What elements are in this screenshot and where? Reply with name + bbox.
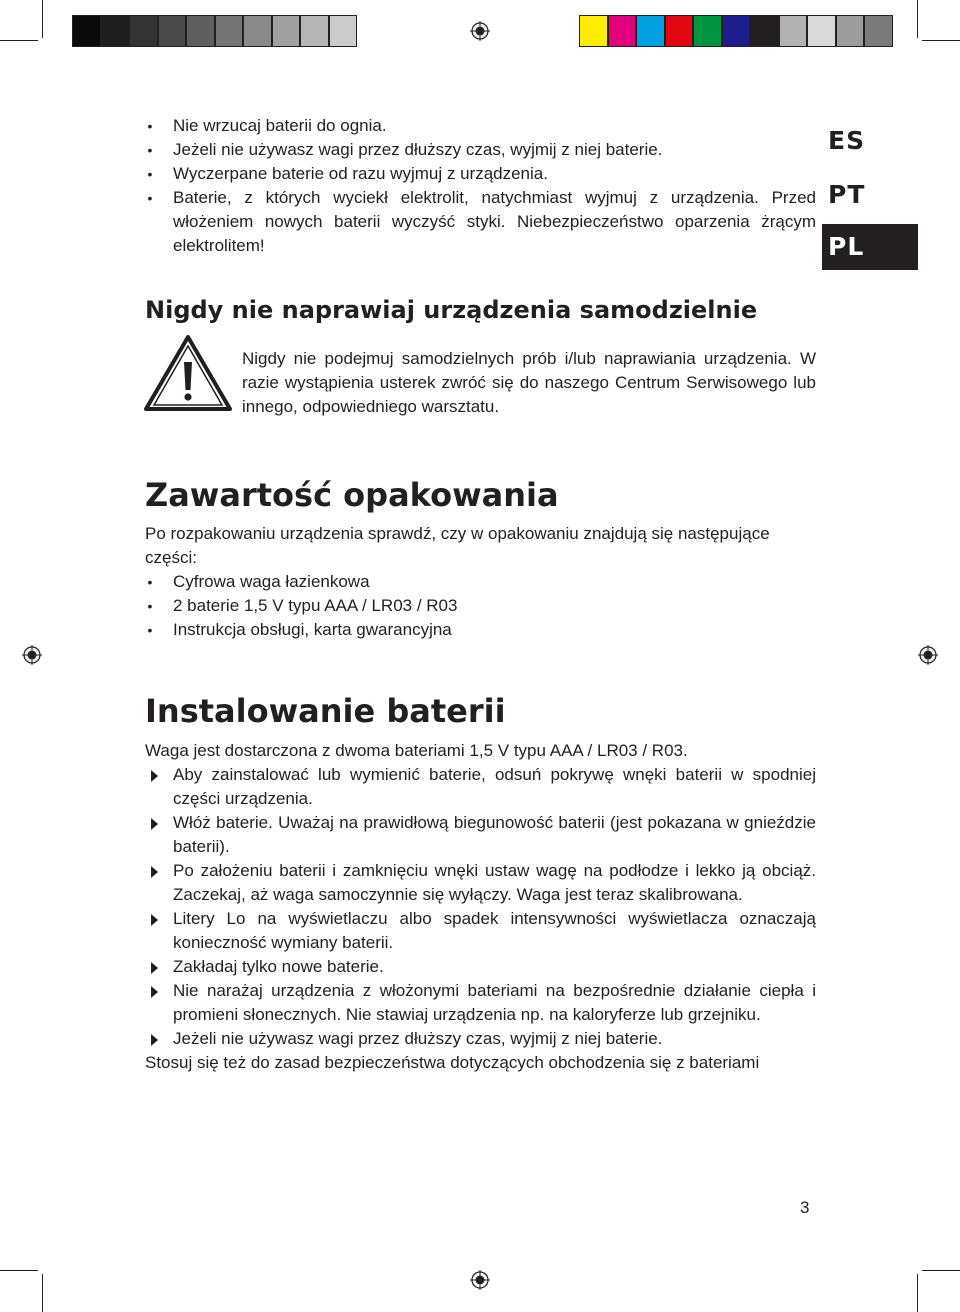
color-swatch [779,15,808,47]
list-item: Po założeniu baterii i zamknięciu wnęki ustaw wagę na podłodze i lekko ją obciąż. Zaczekaj, aż waga samoczynnie się wyłączy. Waga jest teraz skalibrowana. [145,859,816,907]
grayscale-color-bar [72,15,357,47]
color-swatch [129,15,158,47]
list-item: • 2 baterie 1,5 V typu AAA / LR03 / R03 [147,596,458,615]
color-swatch [722,15,751,47]
color-swatch [300,15,329,47]
color-swatch [693,15,722,47]
contents-intro: Po rozpakowaniu urządzenia sprawdź, czy w opakowaniu znajdują się następujące części: [145,524,770,567]
registration-mark-bottom-icon [470,1270,490,1290]
process-color-bar [579,15,893,47]
crop-mark-top-right-h [922,40,960,41]
color-swatch [864,15,893,47]
contents-section [145,522,816,642]
crop-mark-bottom-right [917,1274,918,1312]
list-item: • Instrukcja obsługi, karta gwarancyjna [147,620,452,639]
install-intro: Waga jest dostarczona z dwoma bateriami 1,5 V typu AAA / LR03 / R03. [145,741,688,760]
color-swatch [665,15,694,47]
color-swatch [186,15,215,47]
list-item: • Baterie, z których wyciekł elektrolit, natychmiast wyjmuj z urządzenia. Przed włożeniem nowych baterii wyczyść styki. Niebezpieczeństwo oparzenia żrącym elektrolitem! [147,188,816,255]
color-swatch [101,15,130,47]
language-tab-es: ES [828,126,866,155]
color-swatch [608,15,637,47]
page-number: 3 [800,1198,810,1217]
list-item: • Nie wrzucaj baterii do ognia. [147,116,387,135]
crop-mark-bottom-left [42,1274,43,1312]
crop-mark-bottom-right-h [922,1270,960,1271]
list-item: Aby zainstalować lub wymienić baterie, odsuń pokrywę wnęki baterii w spodniej części urządzenia. [145,763,816,811]
list-item: • Jeżeli nie używasz wagi przez dłuższy czas, wyjmij z niej baterie. [147,140,663,159]
language-tab-pt: PT [828,180,866,209]
warning-triangle-icon [143,334,233,412]
list-item: Litery Lo na wyświetlaczu albo spadek intensywności wyświetlacza oznaczają konieczność wymiany baterii. [145,907,816,955]
color-swatch [72,15,101,47]
list-item: Nie narażaj urządzenia z włożonymi bateriami na bezpośrednie działanie ciepła i promieni słonecznych. Nie stawiaj urządzenia np. na kaloryferze lub grzejniku. [145,979,816,1027]
color-swatch [243,15,272,47]
color-swatch [807,15,836,47]
list-item: Zakładaj tylko nowe baterie. [145,955,816,979]
repair-text: Nigdy nie podejmuj samodzielnych prób i/lub naprawiania urządzenia. W razie wystąpienia usterek zwróć się do naszego Centrum Serwisowego lub innego, odpowiedniego warsztatu. [242,349,816,416]
color-swatch [215,15,244,47]
crop-mark-top-left [42,0,43,38]
battery-safety-list [145,114,816,258]
list-item: • Cyfrowa waga łazienkowa [147,572,370,591]
install-heading: Instalowanie baterii [145,692,506,730]
color-swatch [329,15,358,47]
list-item: Jeżeli nie używasz wagi przez dłuższy czas, wyjmij z niej baterie. [145,1027,816,1051]
list-item: Włóż baterie. Uważaj na prawidłową biegunowość baterii (jest pokazana w gnieździe baterii). [145,811,816,859]
contents-heading: Zawartość opakowania [145,476,559,514]
repair-heading: Nigdy nie naprawiaj urządzenia samodzielnie [145,296,758,324]
registration-mark-left-icon [22,645,42,665]
crop-mark-top-left-h [0,40,38,41]
install-outro: Stosuj się też do zasad bezpieczeństwa dotyczących obchodzenia się z bateriami [145,1053,760,1072]
install-section [145,739,816,1075]
language-tab-pl: PL [822,224,918,270]
color-swatch [636,15,665,47]
crop-mark-bottom-left-h [0,1270,38,1271]
list-item: • Wyczerpane baterie od razu wyjmuj z urządzenia. [147,164,548,183]
color-swatch [579,15,608,47]
crop-mark-top-right [917,0,918,38]
color-swatch [158,15,187,47]
color-swatch [836,15,865,47]
color-swatch [750,15,779,47]
registration-mark-top-icon [470,21,490,41]
color-swatch [272,15,301,47]
registration-mark-right-icon [918,645,938,665]
